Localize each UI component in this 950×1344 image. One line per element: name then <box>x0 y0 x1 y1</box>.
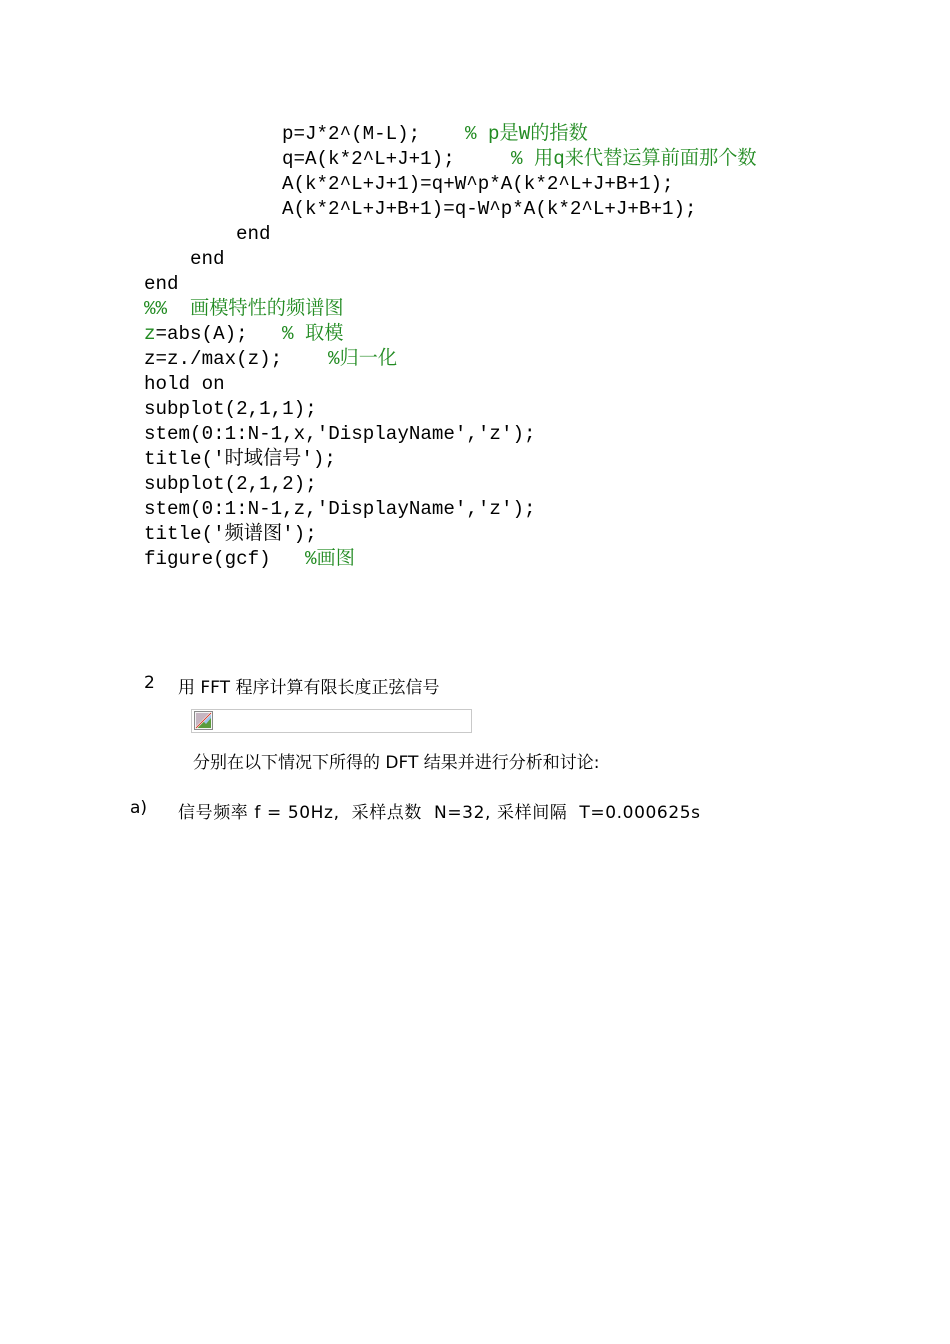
code-text: A(k*2^L+J+1)=q+W^p*A(k*2^L+J+B+1); <box>282 173 674 195</box>
code-text: p=J*2^(M-L); <box>282 123 421 145</box>
code-text: A(k*2^L+J+B+1)=q-W^p*A(k*2^L+J+B+1); <box>282 198 697 220</box>
code-text: end <box>144 273 179 295</box>
code-line <box>0 347 950 372</box>
code-text: title('时域信号'); <box>144 448 336 470</box>
code-text: end <box>236 223 271 245</box>
section-number: 2 <box>144 673 155 693</box>
code-line <box>0 497 950 522</box>
code-line <box>0 297 950 322</box>
intro-text: 分别在以下情况下所得的 DFT 结果并进行分析和讨论: <box>193 753 600 773</box>
code-line <box>0 322 950 347</box>
item-marker: a) <box>130 798 148 818</box>
code-line <box>0 122 950 147</box>
code-line <box>0 422 950 447</box>
code-line <box>0 547 950 572</box>
code-text: subplot(2,1,1); <box>144 398 317 420</box>
code-line <box>0 147 950 172</box>
code-text: end <box>190 248 225 270</box>
code-comment: %% 画模特性的频谱图 <box>144 298 344 320</box>
code-line <box>0 272 950 297</box>
code-comment: % 用q来代替运算前面那个数 <box>511 148 757 170</box>
code-comment: %归一化 <box>328 348 398 370</box>
code-text: hold on <box>144 373 225 395</box>
code-text: figure(gcf) <box>144 548 271 570</box>
code-text: stem(0:1:N-1,x,'DisplayName','z'); <box>144 423 536 445</box>
code-text: subplot(2,1,2); <box>144 473 317 495</box>
broken-image-icon <box>194 711 213 730</box>
code-variable: z <box>144 323 156 345</box>
code-comment: % p是W的指数 <box>465 123 588 145</box>
code-text: q=A(k*2^L+J+1); <box>282 148 455 170</box>
code-text: stem(0:1:N-1,z,'DisplayName','z'); <box>144 498 536 520</box>
code-line <box>0 472 950 497</box>
code-line <box>0 247 950 272</box>
section-heading: 用 FFT 程序计算有限长度正弦信号 <box>178 678 440 698</box>
code-line <box>0 197 950 222</box>
code-comment: % 取模 <box>282 323 344 345</box>
item-a-text: 信号频率 f = 50Hz, 采样点数 N=32, 采样间隔 T=0.000625s <box>178 803 701 823</box>
code-line <box>0 447 950 472</box>
code-line <box>0 222 950 247</box>
matlab-code-listing <box>0 122 950 572</box>
code-line <box>0 522 950 547</box>
code-text: title('频谱图'); <box>144 523 317 545</box>
code-line <box>0 397 950 422</box>
code-text: =abs(A); <box>155 323 248 345</box>
code-text: z=z./max(z); <box>144 348 283 370</box>
code-line <box>0 172 950 197</box>
image-placeholder <box>191 709 472 733</box>
code-comment: %画图 <box>305 548 355 570</box>
code-line <box>0 372 950 397</box>
